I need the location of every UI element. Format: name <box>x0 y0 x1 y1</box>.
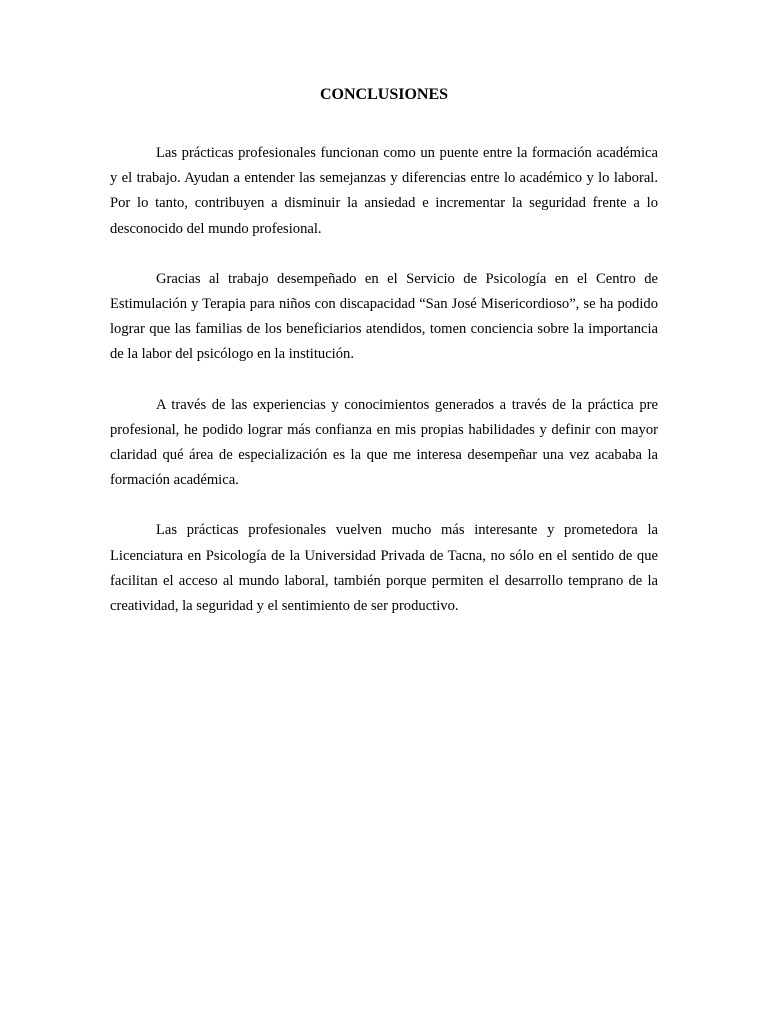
document-body <box>110 141 658 644</box>
page-title: CONCLUSIONES <box>319 86 449 103</box>
paragraph-4: Las prácticas profesionales vuelven mucho más interesante y prometedora la Licenciatura en Psicología de la Universidad Privada de Tacna, no sólo en el sentido de que facilitan el acceso al mundo laboral, también porque permiten el desarrollo temprano de la creatividad, la seguridad y el sentimiento de ser productivo. <box>110 522 658 615</box>
paragraph-1: Las prácticas profesionales funcionan como un puente entre la formación académica y el trabajo. Ayudan a entender las semejanzas y diferencias entre lo académico y lo laboral. Por lo tanto, contribuyen a disminuir la ansiedad e incrementar la seguridad frente a lo desconocido del mundo profesional. <box>110 145 658 237</box>
paragraph-2: Gracias al trabajo desempeñado en el Servicio de Psicología en el Centro de Estimulación y Terapia para niños con discapacidad “San José Misericordioso”, se ha podido lograr que las familias de los beneficiarios atendidos, tomen conciencia sobre la importancia de la labor del psicólogo en la institución. <box>110 270 658 363</box>
paragraph-3: A través de las experiencias y conocimientos generados a través de la práctica pre profesional, he podido lograr más confianza en mis propias habilidades y definir con mayor claridad qué área de especialización es la que me interesa desempeñar una vez acababa la formación académica. <box>110 396 658 489</box>
